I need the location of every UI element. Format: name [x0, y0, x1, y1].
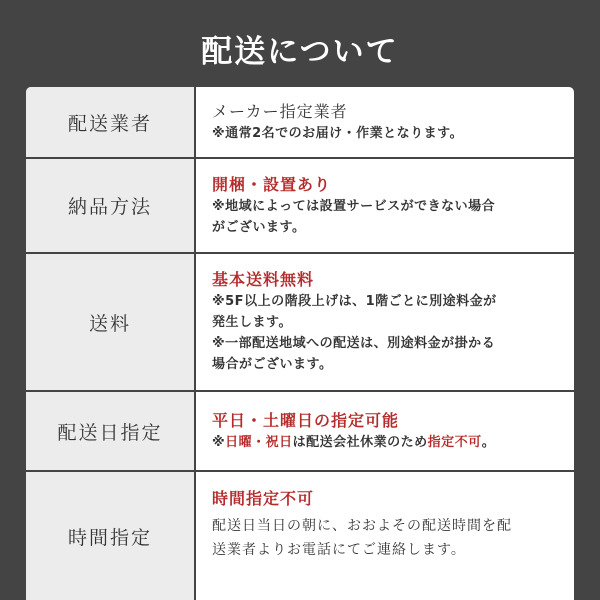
row-label-time-slot: 時間指定: [26, 472, 196, 600]
row-content-delivery-method: [212, 159, 566, 252]
not-available-text: 指定不可: [427, 434, 482, 450]
shipping-fee-note-line: ※5F以上の階段上げは、1階ごとに別途料金が: [212, 294, 497, 309]
holiday-text: 日曜・祝日: [225, 434, 293, 450]
shipping-fee-note-line: 場合がございます。: [212, 357, 333, 372]
row-label-carrier: 配送業者: [26, 87, 196, 157]
table-row-carrier: [26, 87, 574, 159]
delivery-table: [26, 87, 574, 600]
delivery-method-note-line: がございます。: [212, 219, 306, 235]
carrier-value: メーカー指定業者: [212, 101, 348, 121]
delivery-date-note: [212, 432, 566, 453]
row-label-shipping-fee: 送料: [26, 254, 196, 390]
row-content-delivery-date: [212, 392, 566, 470]
row-content-shipping-fee: [212, 254, 566, 390]
note-suffix: 。: [481, 434, 496, 450]
row-label-delivery-date: 配送日指定: [26, 392, 196, 470]
shipping-fee-value: 基本送料無料: [212, 270, 315, 289]
note-prefix: ※: [212, 434, 226, 450]
row-content-time-slot: [212, 472, 566, 600]
carrier-note: ※通常2名でのお届け・作業となります。: [212, 125, 464, 141]
time-slot-body-line: 配送日当日の朝に、おおよその配送時間を配: [212, 518, 512, 534]
row-label-delivery-method: 納品方法: [26, 159, 196, 252]
page-title: 配送について: [201, 34, 399, 70]
note-middle: は配送会社休業のため: [292, 434, 428, 450]
table-row-delivery-date: [26, 392, 574, 472]
shipping-fee-note-line: 発生します。: [212, 315, 292, 330]
delivery-date-value: 平日・土曜日の指定可能: [212, 410, 400, 430]
delivery-method-value: 開梱・設置あり: [212, 174, 332, 194]
delivery-method-note-line: ※地域によっては設置サービスができない場合: [212, 198, 496, 214]
time-slot-body-line: 送業者よりお電話にてご連絡します。: [212, 542, 466, 558]
table-row-delivery-method: [26, 159, 574, 254]
table-row-time-slot: [26, 472, 574, 600]
shipping-fee-note-line: ※一部配送地域への配送は、別途料金が掛かる: [212, 336, 496, 351]
time-slot-value: 時間指定不可: [212, 489, 315, 508]
table-row-shipping-fee: [26, 254, 574, 392]
row-content-carrier: [212, 87, 566, 157]
